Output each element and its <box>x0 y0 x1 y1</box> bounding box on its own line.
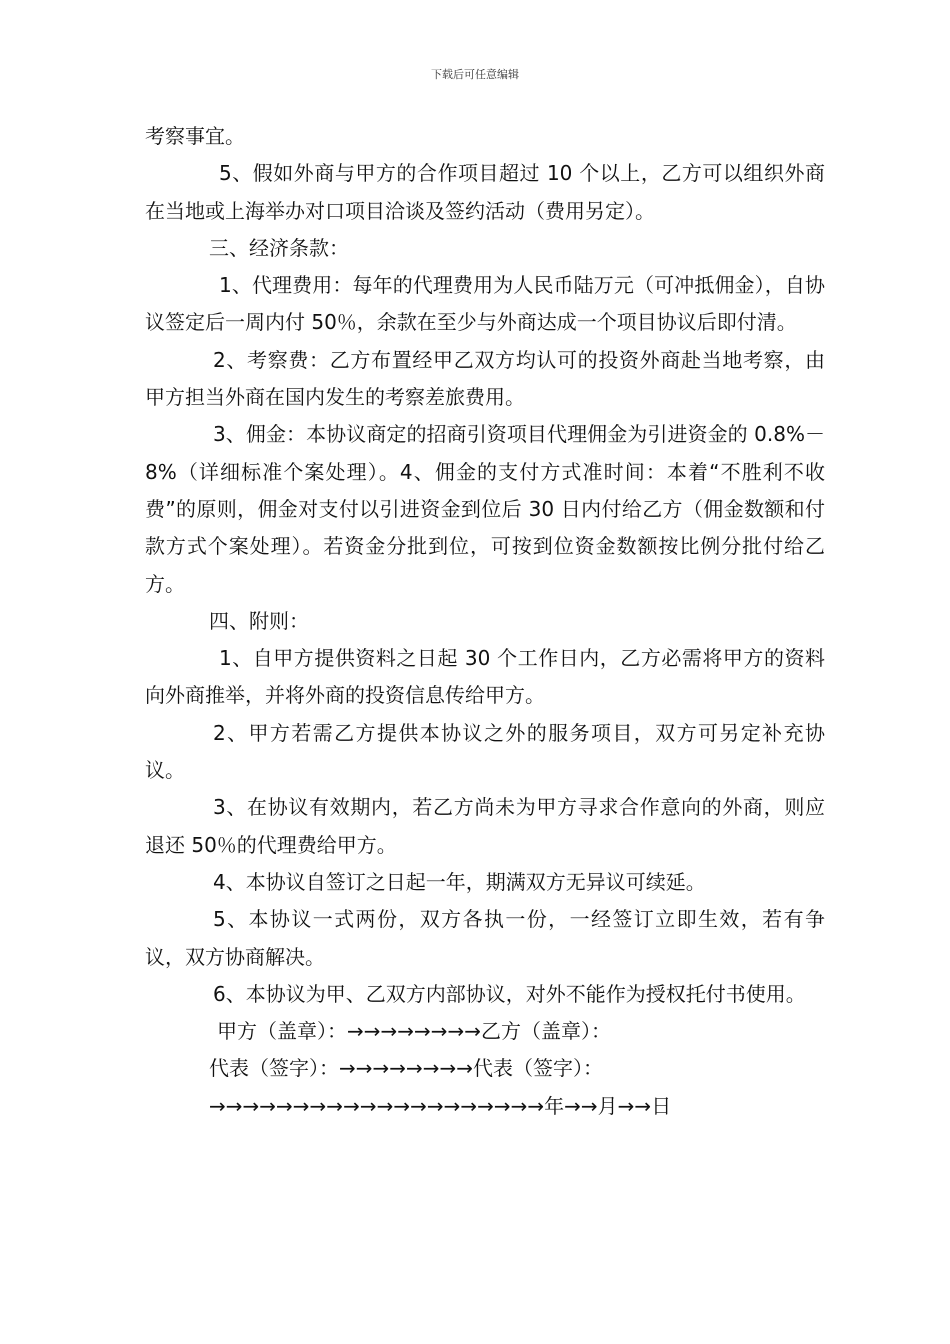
clause-4-6: 6、本协议为甲、乙双方内部协议，对外不能作为授权托付书使用。 <box>213 981 806 1006</box>
clause-4-5: 5、本协议一式两份，双方各执一份，一经签订立即生效，若有争议，双方协商解决。 <box>145 907 825 969</box>
clause-2-5: 5、假如外商与甲方的合作项目超过 10 个以上，乙方可以组织外商在当地或上海举办对口项目洽谈及签约活动（费用另定）。 <box>145 161 825 223</box>
clause-4-1: 1、自甲方提供资料之日起 30 个工作日内，乙方必需将甲方的资料向外商推举，并将外商的投资信息传给甲方。 <box>145 646 825 708</box>
page-header: 下载后可任意编辑 <box>431 68 519 81</box>
clause-3-3: 3、佣金：本协议商定的招商引资项目代理佣金为引进资金的 0.8%－8%（详细标准个案处理）。4、佣金的支付方式准时间：本着“不胜利不收费”的原则，佣金对支付以引进资金到位后 30 日内付给乙方（佣金数额和付款方式个案处理）。若资金分批到位，可按到位资金数额按比例分批付给乙方。 <box>145 422 825 596</box>
section-heading-economic-terms: 三、经济条款： <box>209 235 349 260</box>
signature-representatives: 代表（签字）：→→→→→→→→代表（签字）： <box>209 1056 604 1081</box>
section-heading-supplementary: 四、附则： <box>209 608 309 633</box>
clause-3-2: 2、考察费：乙方布置经甲乙双方均认可的投资外商赴当地考察，由甲方担当外商在国内发生的考察差旅费用。 <box>145 347 825 410</box>
document-body <box>145 118 825 1125</box>
clause-4-4: 4、本协议自签订之日起一年，期满双方无异议可续延。 <box>213 869 706 894</box>
clause-4-3: 3、在协议有效期内，若乙方尚未为甲方寻求合作意向的外商，则应退还 50％的代理费给甲方。 <box>145 795 825 857</box>
clause-4-2: 2、甲方若需乙方提供本协议之外的服务项目，双方可另定补充协议。 <box>145 720 825 783</box>
clause-3-1: 1、代理费用：每年的代理费用为人民币陆万元（可冲抵佣金），自协议签定后一周内付 50％，余款在至少与外商达成一个项目协议后即付清。 <box>145 273 825 335</box>
paragraph-continuation: 考察事宜。 <box>145 124 245 148</box>
signature-date: →→→→→→→→→→→→→→→→→→→→年→→月→→日 <box>209 1093 672 1118</box>
signature-party-seals: 甲方（盖章）：→→→→→→→→乙方（盖章）： <box>217 1019 612 1044</box>
